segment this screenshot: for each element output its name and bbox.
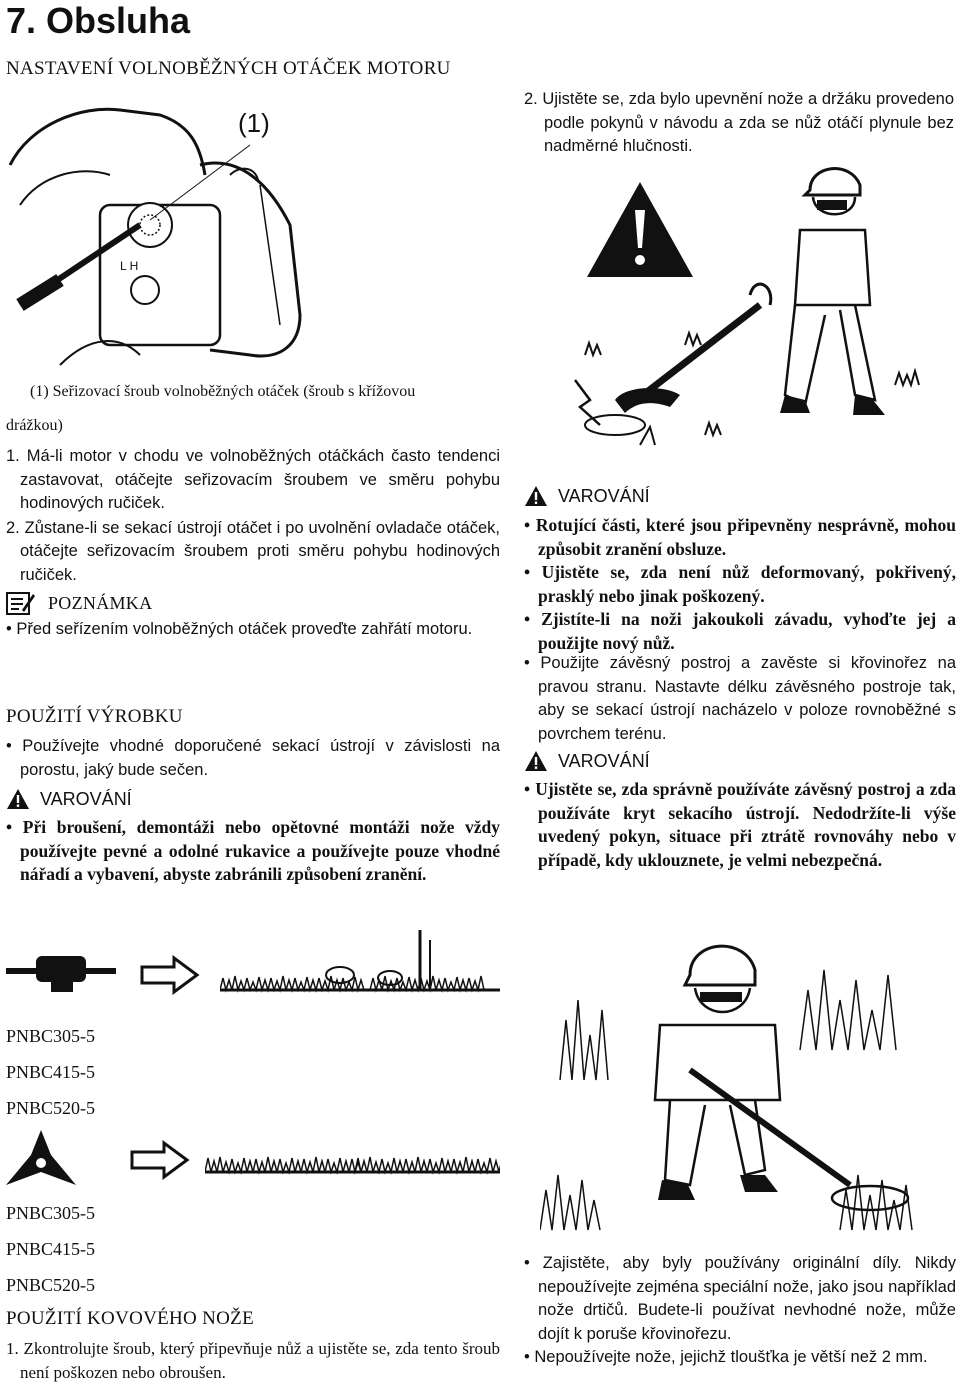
- warning1-item: • Ujistěte se, zda není nůž deformovaný, pokřivený, prasklý nebo jinak poškozený.: [524, 562, 956, 606]
- caption-line1: (1) Seřizovací šroub volnoběžných otáček (šroub s křížovou: [30, 383, 416, 400]
- arrow-icon-2: [130, 1140, 190, 1180]
- warning1-header: [524, 485, 650, 507]
- operator-trimmer-illustration: [555, 145, 960, 465]
- warning-icon: [524, 485, 548, 507]
- warning2-text: • Ujistěte se, zda správně používáte závěsný postroj a zda používáte kryt sekacího ústrojí. Nedodržíte-li výše uvedený pokyn, situace při ztrátě rovnováhy nebo v případě, kdy uklouznete, je velmi nebezpečná.: [524, 779, 956, 870]
- warning-icon: [6, 788, 30, 810]
- metal-step-1: 1. Zkontrolujte šroub, který připevňuje nůž a ujistěte se, zda tento šroub není poškozen nebo obroušen.: [6, 1339, 500, 1382]
- usage-bullet: • Používejte vhodné doporučené sekací ústrojí v závislosti na porostu, jaký bude sečen.: [6, 737, 500, 779]
- warning-icon: [524, 750, 548, 772]
- note-header: [6, 590, 152, 616]
- warning2-title: VAROVÁNÍ: [558, 750, 650, 771]
- model-item: PNBC415-5: [6, 1239, 96, 1259]
- note-icon: [6, 590, 36, 616]
- three-tooth-blade-icon: [6, 1130, 76, 1190]
- model-item: PNBC305-5: [6, 1026, 96, 1046]
- blade-step-2: 2. Ujistěte se, zda bylo upevnění nože a držáku provedeno podle pokynů v návodu a zda se nůž otáčí plynule bez nadměrné hlučnosti.: [524, 90, 954, 155]
- usage-warning-title: VAROVÁNÍ: [40, 788, 132, 809]
- callout-label: (1): [238, 108, 270, 138]
- note-title: POZNÁMKA: [48, 592, 153, 613]
- models-list-a: [6, 1018, 95, 1126]
- idle-step-1: 1. Má-li motor v chodu ve volnoběžných otáčkách často tendenci zastavovat, otáčejte seřizovacím šroubem ve směru pohybu hodinových ručiček.: [6, 447, 500, 512]
- blade-thickness-item: • Nepoužívejte nože, jejichž tloušťka je větší než 2 mm.: [524, 1348, 928, 1366]
- idle-step-2: 2. Zůstane-li se sekací ústrojí otáčet i po uvolnění ovladače otáček, otáčejte seřizovacím šroubem proti směru pohybu hodinových ručiček.: [6, 518, 500, 584]
- warning2-header: [524, 750, 650, 772]
- original-parts-item: • Zajistěte, aby byly používány originální díly. Nikdy nepoužívejte zejména speciální nože, jako jsou například nože drtičů. Budete-li používat nevhodné nože, může dojít k poruše křovinořezu.: [524, 1254, 956, 1343]
- idle-heading: NASTAVENÍ VOLNOBĚŽNÝCH OTÁČEK MOTORU: [6, 58, 451, 79]
- metal-heading: POUŽITÍ KOVOVÉHO NOŽE: [6, 1308, 254, 1329]
- models-list-b: [6, 1195, 95, 1303]
- svg-text:L H: L H: [120, 259, 139, 273]
- model-item: PNBC520-5: [6, 1275, 96, 1295]
- usage-warning-header: [6, 788, 132, 810]
- cut-brush-illustration: [205, 1130, 500, 1180]
- model-item: PNBC415-5: [6, 1062, 96, 1082]
- model-item: PNBC520-5: [6, 1098, 96, 1118]
- usage-warning-text: • Při broušení, demontáži nebo opětovné montáži nože vždy používejte pevné a odolné rukavice a používejte pouze vhodné nářadí a vybavení, abyste zabránili způsobení zranění.: [6, 817, 500, 884]
- usage-heading: POUŽITÍ VÝROBKU: [6, 706, 183, 727]
- warning1-item: • Zjistíte-li na noži jakoukoli závadu, vyhoďte jej a použijte nový nůž.: [524, 609, 956, 653]
- harness-item: • Použijte závěsný postroj a zavěste si křovinořez na pravou stranu. Nastavte délku závěsného postroje tak, aby se sekací ústrojí nacházelo v poloze rovnoběžné s povrchem terénu.: [524, 654, 956, 743]
- nylon-head-icon: [6, 950, 116, 995]
- page-title: 7. Obsluha: [6, 0, 191, 41]
- model-item: PNBC305-5: [6, 1203, 96, 1223]
- warning1-title: VAROVÁNÍ: [558, 485, 650, 506]
- arrow-icon: [140, 955, 200, 995]
- warning1-item: • Rotující části, které jsou připevněny nesprávně, mohou způsobit zranění obsluze.: [524, 515, 956, 559]
- caption-line2: drážkou): [6, 417, 63, 434]
- engine-illustration: [0, 85, 340, 370]
- short-grass-illustration: [220, 920, 500, 1000]
- note-text: • Před seřízením volnoběžných otáček proveďte zahřátí motoru.: [6, 620, 473, 638]
- operator-brush-illustration: [540, 930, 960, 1240]
